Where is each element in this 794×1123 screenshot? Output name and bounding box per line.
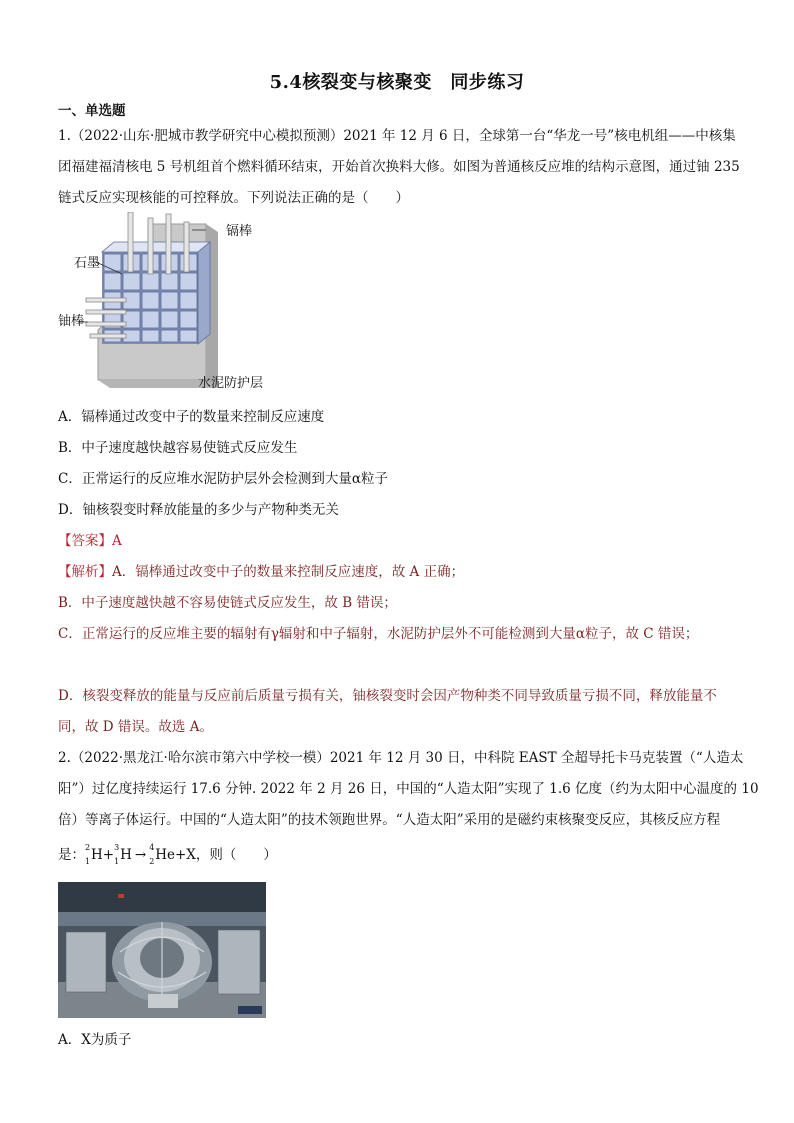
q1-stem-line-2: 团福建福清核电 5 号机组首个燃料循环结束，开始首次换料大修。如图为普通核反应堆的结构示意图，通过铀 235	[58, 159, 740, 175]
q1-analysis-line-4: D．核裂变释放的能量与反应前后质量亏损有关，铀核裂变时会因产物种类不同导致质量亏损不同，释放能量不	[58, 688, 717, 704]
q1-option-c: C．正常运行的反应堆水泥防护层外会检测到大量α粒子	[58, 471, 388, 487]
q1-option-a: A．镉棒通过改变中子的数量来控制反应速度	[58, 409, 325, 425]
q1-option-b: B．中子速度越快越容易使链式反应发生	[58, 440, 298, 456]
reactor-diagram-svg	[56, 212, 288, 392]
q1-stem-line-1: 1.（2022·山东·肥城市教学研究中心模拟预测）2021 年 12 月 6 日，全球第一台“华龙一号”核电机组——中核集	[58, 128, 736, 144]
q1-analysis-line-1	[58, 562, 748, 582]
page-title: 5.4核裂变与核聚变 同步练习	[269, 72, 525, 93]
helium: 4 2 He	[149, 843, 175, 866]
reactor-structure-diagram	[56, 212, 288, 392]
q1-answer: 【答案】A	[58, 533, 122, 549]
label-uranium-rod: 铀棒	[58, 314, 85, 329]
section-heading: 一、单选题	[58, 103, 126, 119]
arrow: →	[134, 847, 147, 863]
q1-analysis-line-2: B．中子速度越快越不容易使链式反应发生，故 B 错误；	[58, 595, 397, 611]
label-concrete-shield: 水泥防护层	[198, 376, 264, 391]
q2-stem-line-4: 是： 2 1 H+ 3 1 H → 4 2 He+X，则（ ）	[58, 843, 277, 866]
q2-stem-line-3: 倍）等离子体运行。中国的“人造太阳”的技术领跑世界。“人造太阳”采用的是磁约束核聚变反应，其核反应方程	[58, 812, 721, 828]
q1-analysis-line-5: 同，故 D 错误。故选 A。	[58, 719, 213, 735]
label-graphite: 石墨	[74, 256, 101, 271]
q1-analysis-line-3: C．正常运行的反应堆主要的辐射有γ辐射和中子辐射，水泥防护层外不可能检测到大量α粒子，故 C 错误；	[58, 626, 699, 642]
graphite-block-grid	[102, 242, 210, 344]
q1-stem-line-3: 链式反应实现核能的可控释放。下列说法正确的是（ ）	[58, 190, 409, 206]
analysis-text-a: A．镉棒通过改变中子的数量来控制反应速度，故 A 正确；	[112, 564, 465, 580]
tritium: 3 1 H	[114, 843, 132, 866]
q1-option-d: D．铀核裂变时释放能量的多少与产物种类无关	[58, 502, 339, 518]
q2-stem-line-2: 阳”）过亿度持续运行 17.6 分钟. 2022 年 2 月 26 日，中国的“人造太阳”实现了 1.6 亿度（约为太阳中心温度的 10	[58, 781, 759, 797]
q2-prefix: 是：	[58, 847, 85, 863]
east-tokamak-photo	[58, 882, 266, 1018]
deuterium: 2 1 H	[85, 843, 103, 866]
q2-option-a: A．X为质子	[58, 1032, 132, 1048]
analysis-label: 【解析】	[58, 564, 112, 580]
tokamak-photo-svg	[58, 882, 266, 1018]
nuclear-equation: 2 1 H+ 3 1 H → 4 2 He+X	[85, 843, 196, 866]
label-cadmium-rod: 镉棒	[226, 224, 253, 239]
q2-stem-line-1: 2.（2022·黑龙江·哈尔滨市第六中学校一模）2021 年 12 月 30 日，中科院 EAST 全超导托卡马克装置（“人造太	[58, 750, 744, 766]
